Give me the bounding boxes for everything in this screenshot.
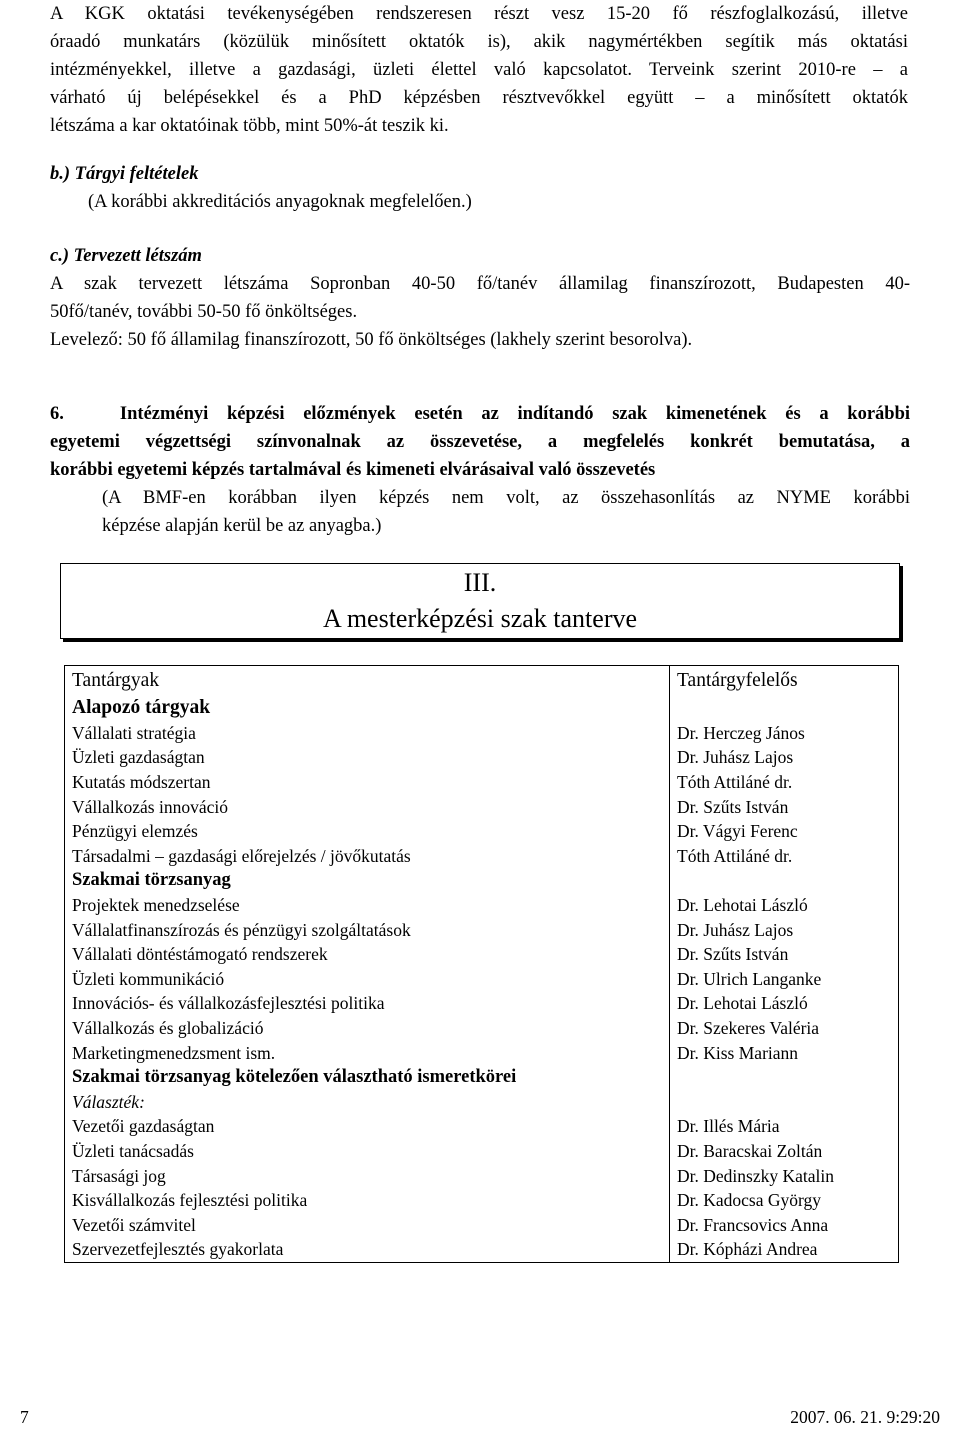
table-row <box>65 770 899 795</box>
subject-cell: Vállalati stratégia <box>65 721 670 746</box>
table-row <box>65 868 899 893</box>
table-row <box>65 967 899 992</box>
section-6-heading-line: 6. Intézményi képzési előzmények esetén az indítandó szak kimenetének és a korábbi <box>50 404 910 424</box>
table-row <box>65 1237 899 1262</box>
table-row <box>65 745 899 770</box>
responsible-cell <box>670 1090 899 1115</box>
section-c <box>50 242 910 354</box>
chapter-title-box <box>60 563 900 639</box>
section-b-heading: b.) Tárgyi feltételek <box>50 164 199 184</box>
table-row <box>65 1016 899 1041</box>
table-row <box>65 1040 899 1065</box>
section-c-line: 50fő/tanév, további 50-50 fő önköltséges. <box>50 302 358 322</box>
subject-cell: Társasági jog <box>65 1163 670 1188</box>
responsible-cell: Dr. Vágyi Ferenc <box>670 819 899 844</box>
subject-cell: Társadalmi – gazdasági előrejelzés / jövőkutatás <box>65 844 670 869</box>
responsible-cell: Dr. Szekeres Valéria <box>670 1016 899 1041</box>
table-row <box>65 991 899 1016</box>
subject-cell: Szakmai törzsanyag kötelezően választható ismeretkörei <box>65 1065 670 1090</box>
table-header-row <box>65 666 899 697</box>
subject-cell: Kutatás módszertan <box>65 770 670 795</box>
responsible-cell: Dr. Baracskai Zoltán <box>670 1139 899 1164</box>
table-row <box>65 819 899 844</box>
intro-line: intézményekkel, illetve a gazdasági, üzleti élettel való kapcsolatot. Terveink szerint 2010-re – a <box>50 60 908 80</box>
curriculum-table <box>64 665 899 1263</box>
responsible-cell: Dr. Francsovics Anna <box>670 1212 899 1237</box>
table-row <box>65 942 899 967</box>
responsible-cell: Dr. Juhász Lajos <box>670 917 899 942</box>
section-c-line: A szak tervezett létszáma Sopronban 40-50 fő/tanév államilag finanszírozott, Budapesten 40- <box>50 274 910 294</box>
intro-line: várható új belépésekkel és a PhD képzésben résztvevőkkel együtt – a minősített oktatók <box>50 88 908 108</box>
subject-cell: Vállalkozás innováció <box>65 794 670 819</box>
responsible-cell: Dr. Kadocsa György <box>670 1188 899 1213</box>
responsible-cell: Tóth Attiláné dr. <box>670 844 899 869</box>
page-number: 7 <box>20 1407 29 1427</box>
responsible-cell: Dr. Lehotai László <box>670 991 899 1016</box>
section-6 <box>50 400 910 540</box>
section-6-note-line: (A BMF-en korábban ilyen képzés nem volt, az összehasonlítás az NYME korábbi <box>102 488 910 508</box>
subject-cell: Alapozó tárgyak <box>65 696 670 721</box>
subject-cell: Innovációs- és vállalkozásfejlesztési politika <box>65 991 670 1016</box>
chapter-number: III. <box>463 568 497 597</box>
responsible-cell <box>670 1065 899 1090</box>
header-responsible: Tantárgyfelelős <box>670 666 899 697</box>
responsible-cell: Dr. Kópházi Andrea <box>670 1237 899 1262</box>
subject-cell: Üzleti tanácsadás <box>65 1139 670 1164</box>
section-b <box>50 160 910 216</box>
chapter-title: A mesterképzési szak tanterve <box>322 604 638 633</box>
section-b-note: (A korábbi akkreditációs anyagoknak megfelelően.) <box>88 192 472 212</box>
subject-cell: Marketingmenedzsment ism. <box>65 1040 670 1065</box>
responsible-cell: Dr. Ulrich Langanke <box>670 967 899 992</box>
footer-timestamp: 2007. 06. 21. 9:29:20 <box>790 1407 940 1427</box>
table-row <box>65 844 899 869</box>
subject-cell: Vállalatfinanszírozás és pénzügyi szolgáltatások <box>65 917 670 942</box>
section-c-line: Levelező: 50 fő államilag finanszírozott, 50 fő önköltséges (lakhely szerint besorolva). <box>50 330 693 350</box>
section-c-heading: c.) Tervezett létszám <box>50 246 202 266</box>
section-6-heading-line: egyetemi végzettségi színvonalnak az összevetése, a megfelelés konkrét bemutatása, a <box>50 432 910 452</box>
table-row <box>65 721 899 746</box>
intro-paragraph <box>50 0 908 140</box>
table-row <box>65 1090 899 1115</box>
subject-cell: Üzleti gazdaságtan <box>65 745 670 770</box>
subject-cell: Vállalati döntéstámogató rendszerek <box>65 942 670 967</box>
table-row <box>65 1065 899 1090</box>
subject-cell: Projektek menedzselése <box>65 893 670 918</box>
table-row <box>65 1188 899 1213</box>
responsible-cell: Dr. Kiss Mariann <box>670 1040 899 1065</box>
subject-cell: Pénzügyi elemzés <box>65 819 670 844</box>
table-row <box>65 1139 899 1164</box>
subject-cell: Vezetői gazdaságtan <box>65 1114 670 1139</box>
table-row <box>65 893 899 918</box>
intro-line: létszáma a kar oktatóinak több, mint 50%-át teszik ki. <box>50 116 449 136</box>
subject-cell: Kisvállalkozás fejlesztési politika <box>65 1188 670 1213</box>
responsible-cell: Tóth Attiláné dr. <box>670 770 899 795</box>
header-subjects: Tantárgyak <box>65 666 670 697</box>
responsible-cell: Dr. Szűts István <box>670 942 899 967</box>
subject-cell: Szervezetfejlesztés gyakorlata <box>65 1237 670 1262</box>
section-6-note-line: képzése alapján kerül be az anyagba.) <box>102 516 382 536</box>
subject-cell: Választék: <box>65 1090 670 1115</box>
responsible-cell: Dr. Lehotai László <box>670 893 899 918</box>
responsible-cell <box>670 868 899 893</box>
responsible-cell <box>670 696 899 721</box>
responsible-cell: Dr. Szűts István <box>670 794 899 819</box>
responsible-cell: Dr. Herczeg János <box>670 721 899 746</box>
responsible-cell: Dr. Juhász Lajos <box>670 745 899 770</box>
table-row <box>65 794 899 819</box>
intro-line: óraadó munkatárs (közülük minősített oktatók is), akik nagymértékben segítik más oktatási <box>50 32 908 52</box>
subject-cell: Üzleti kommunikáció <box>65 967 670 992</box>
table-row <box>65 696 899 721</box>
table-row <box>65 917 899 942</box>
table-row <box>65 1114 899 1139</box>
section-6-heading-line: korábbi egyetemi képzés tartalmával és kimeneti elvárásaival való összevetés <box>50 460 656 480</box>
subject-cell: Vezetői számvitel <box>65 1212 670 1237</box>
table-row <box>65 1212 899 1237</box>
responsible-cell: Dr. Illés Mária <box>670 1114 899 1139</box>
subject-cell: Szakmai törzsanyag <box>65 868 670 893</box>
subject-cell: Vállalkozás és globalizáció <box>65 1016 670 1041</box>
responsible-cell: Dr. Dedinszky Katalin <box>670 1163 899 1188</box>
table-row <box>65 1163 899 1188</box>
intro-line: A KGK oktatási tevékenységében rendszeresen részt vesz 15-20 fő részfoglalkozású, illetve <box>50 4 908 24</box>
